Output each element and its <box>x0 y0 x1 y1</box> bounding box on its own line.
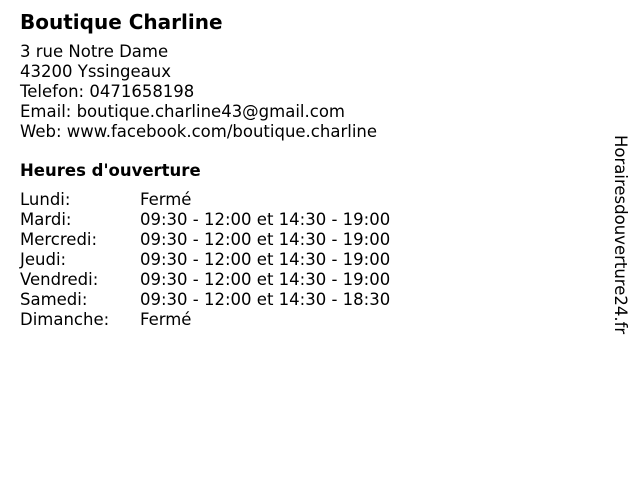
hours-table <box>20 190 600 330</box>
site-watermark: Horairesdouverture24.fr <box>611 135 630 335</box>
day-label: Jeudi: <box>20 250 67 269</box>
time-value: 09:30 - 12:00 et 14:30 - 19:00 <box>140 250 391 269</box>
hours-row-jeudi <box>20 250 600 270</box>
web-line: Web: www.facebook.com/boutique.charline <box>20 122 378 141</box>
time-value: Fermé <box>140 190 192 209</box>
address-block <box>20 42 600 142</box>
time-value: 09:30 - 12:00 et 14:30 - 19:00 <box>140 270 391 289</box>
hours-row-lundi <box>20 190 600 210</box>
time-value: 09:30 - 12:00 et 14:30 - 18:30 <box>140 290 391 309</box>
phone-line: Telefon: 0471658198 <box>20 82 195 101</box>
hours-row-mardi <box>20 210 600 230</box>
time-value: Fermé <box>140 310 192 329</box>
time-value: 09:30 - 12:00 et 14:30 - 19:00 <box>140 210 391 229</box>
hours-title: Heures d'ouverture <box>20 161 201 180</box>
day-label: Vendredi: <box>20 270 99 289</box>
day-label: Dimanche: <box>20 310 110 329</box>
hours-row-dimanche <box>20 310 600 330</box>
email-line: Email: boutique.charline43@gmail.com <box>20 102 345 121</box>
day-label: Lundi: <box>20 190 71 209</box>
time-value: 09:30 - 12:00 et 14:30 - 19:00 <box>140 230 391 249</box>
hours-row-vendredi <box>20 270 600 290</box>
shop-card <box>20 10 600 330</box>
day-label: Samedi: <box>20 290 88 309</box>
day-label: Mardi: <box>20 210 72 229</box>
hours-row-mercredi <box>20 230 600 250</box>
hours-row-samedi <box>20 290 600 310</box>
day-label: Mercredi: <box>20 230 98 249</box>
street-line: 3 rue Notre Dame <box>20 42 169 61</box>
city-line: 43200 Yssingeaux <box>20 62 172 81</box>
shop-name: Boutique Charline <box>20 10 223 34</box>
